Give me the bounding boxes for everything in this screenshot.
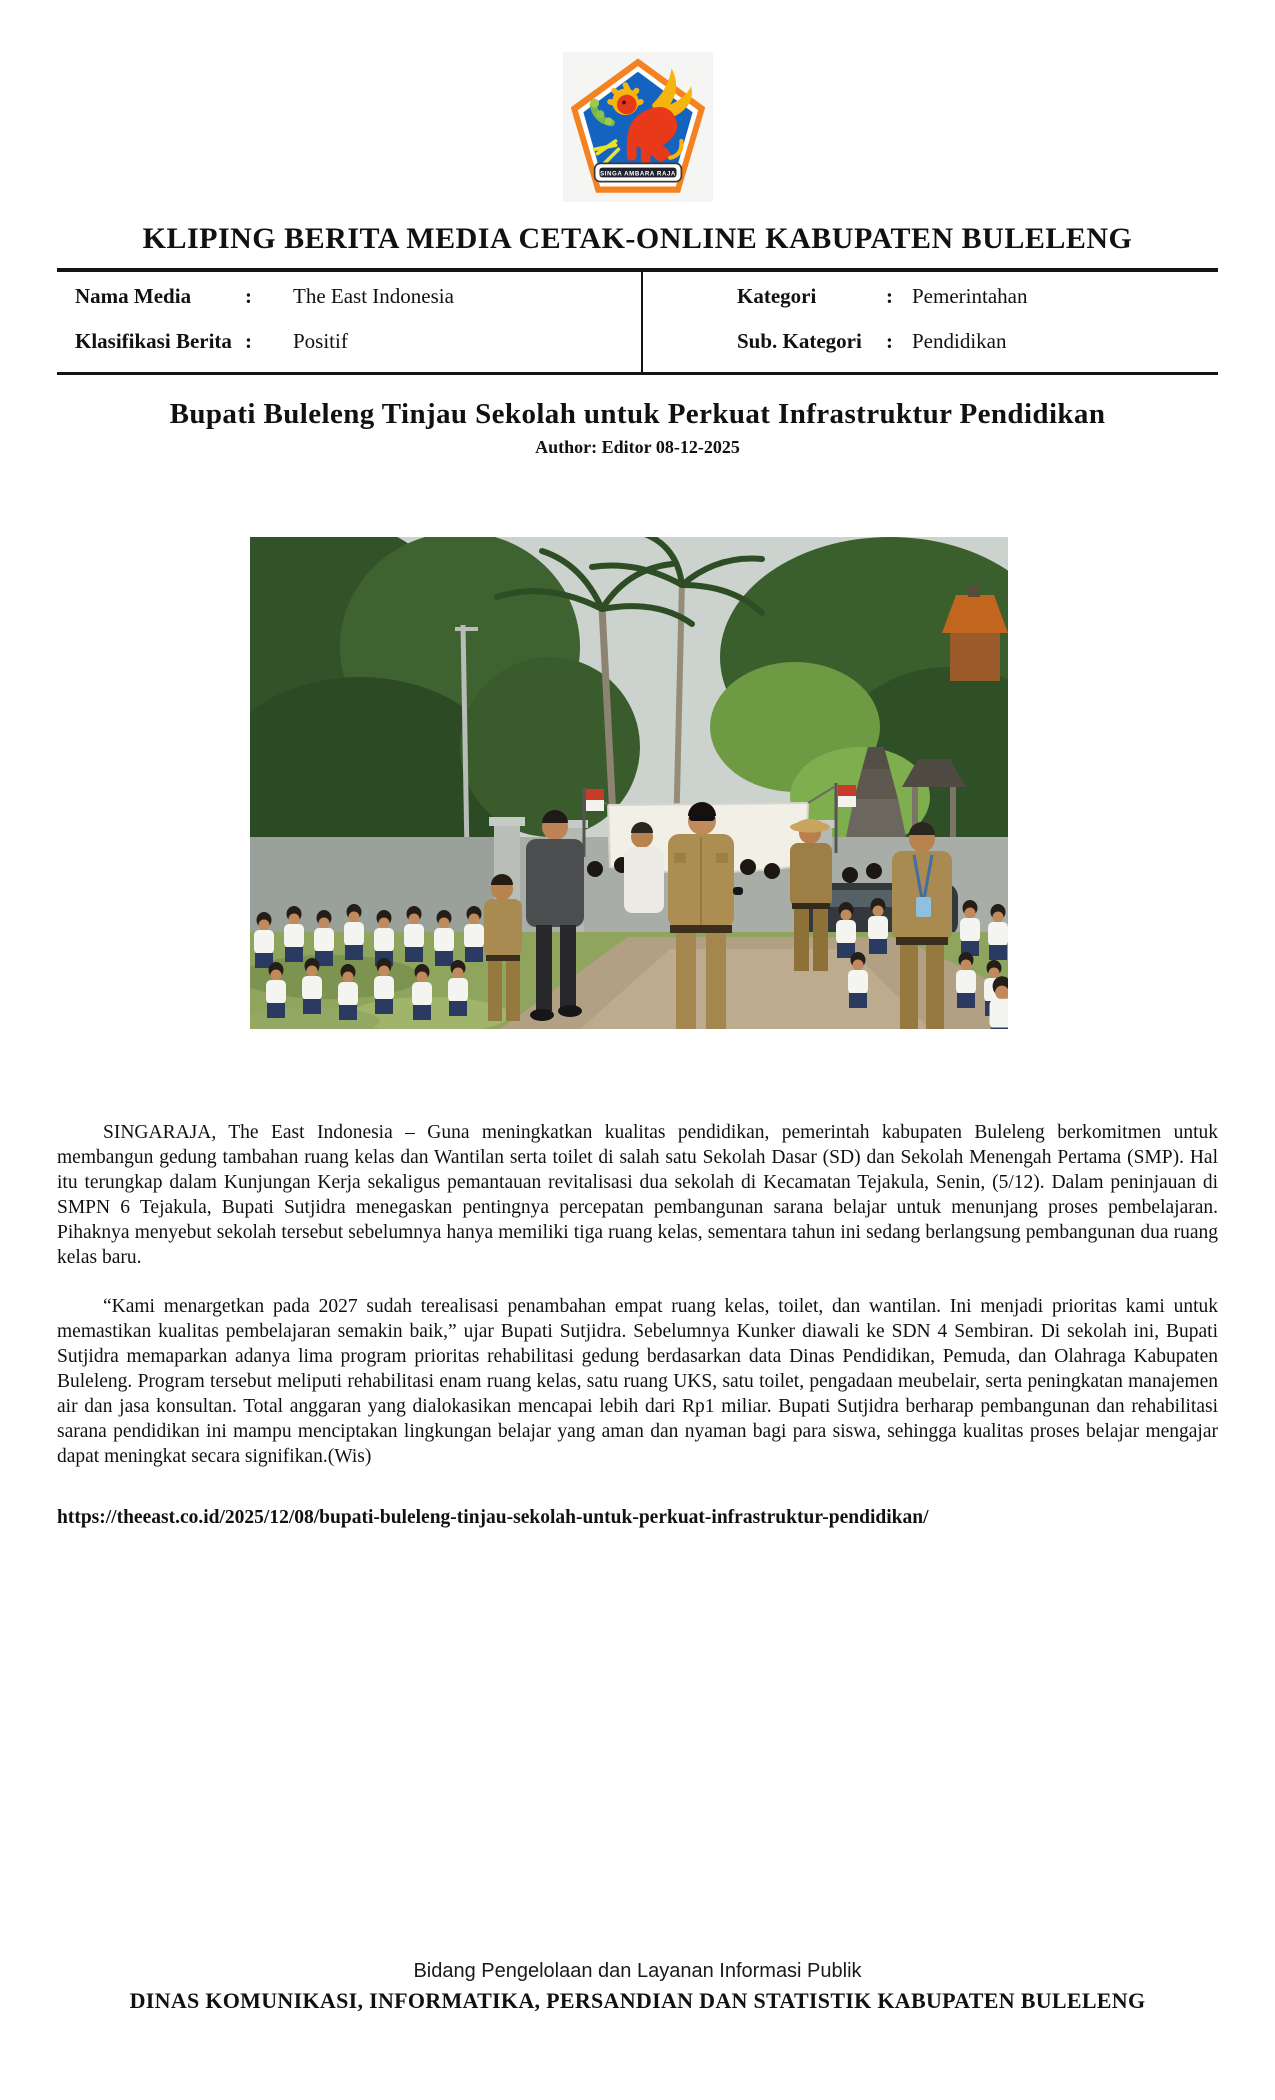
article-photo bbox=[250, 537, 1008, 1029]
kategori-value: Pemerintahan bbox=[912, 284, 1028, 308]
document-title: KLIPING BERITA MEDIA CETAK-ONLINE KABUPATEN BULELENG bbox=[142, 222, 1133, 255]
buleleng-emblem-logo bbox=[563, 52, 713, 202]
meta-row-1 bbox=[57, 284, 1218, 314]
colon: : bbox=[245, 284, 252, 308]
colon: : bbox=[886, 284, 893, 308]
emblem-banner-text: SINGA AMBARA RAJA bbox=[599, 170, 676, 178]
paragraph-1: SINGARAJA, The East Indonesia – Guna meningkatkan kualitas pendidikan, pemerintah kabupaten Buleleng berkomitmen untuk membangun gedung tambahan ruang kelas dan Wantilan serta toilet di salah satu Sekolah Dasar (SD) dan Sekolah Menengah Pertama (SMP). Hal itu terungkap dalam Kunjungan Kerja sekaligus pemantauan revitalisasi dua sekolah di Kecamatan Tejakula, Senin, (5/12). Dalam peninjauan di SMPN 6 Tejakula, Bupati Sutjidra menegaskan pentingnya percepatan pembangunan sarana belajar untuk menunjang proses pembelajaran. Pihaknya menyebut sekolah tersebut sebelumnya hanya memiliki tiga ruang kelas, sementara tahun ini sedang berlangsung pembangunan dua ruang kelas baru. bbox=[57, 1122, 1218, 1268]
meta-table bbox=[57, 268, 1218, 375]
colon: : bbox=[886, 329, 893, 353]
footer-dinas-line: DINAS KOMUNIKASI, INFORMATIKA, PERSANDIAN DAN STATISTIK KABUPATEN BULELENG bbox=[129, 1988, 1146, 2013]
klasifikasi-value: Positif bbox=[293, 329, 348, 353]
article-byline: Author: Editor 08-12-2025 bbox=[535, 437, 740, 457]
singa-ambara-raja-emblem-icon bbox=[568, 56, 708, 198]
nama-media-value: The East Indonesia bbox=[293, 284, 454, 308]
article-body bbox=[57, 1120, 1218, 1554]
source-url-link[interactable]: https://theeast.co.id/2025/12/08/bupati-buleleng-tinjau-sekolah-untuk-perkuat-infrastruktur-pendidikan/ bbox=[57, 1507, 929, 1528]
school-visit-photo-illustration bbox=[250, 537, 1008, 1029]
article-title: Bupati Buleleng Tinjau Sekolah untuk Perkuat Infrastruktur Pendidikan bbox=[169, 398, 1106, 430]
nama-media-label: Nama Media bbox=[75, 284, 192, 308]
paragraph-2: “Kami menargetkan pada 2027 sudah terealisasi penambahan empat ruang kelas, toilet, dan wantilan. Ini menjadi prioritas kami untuk memastikan kualitas pembelajaran semakin baik,” ujar Bupati Sutjidra. Sebelumnya Kunker diawali ke SDN 4 Sembiran. Di sekolah ini, Bupati Sutjidra memaparkan adanya lima program prioritas rehabilitasi gedung berdasarkan data Dinas Pendidikan, Pemuda, dan Olahraga Kabupaten Buleleng. Program tersebut meliputi rehabilitasi enam ruang kelas, satu ruang UKS, satu toilet, pengadaan meubelair, serta peningkatan manajemen air dan jasa konsultan. Total anggaran yang dialokasikan mencapai lebih dari Rp1 miliar. Bupati Sutjidra berharap pembangunan dan rehabilitasi sarana pendidikan ini mampu menciptakan lingkungan belajar yang aman dan nyaman bagi para siswa, sehingga kualitas proses belajar mengajar dapat meningkat secara signifikan.(Wis) bbox=[57, 1296, 1218, 1467]
sub-kategori-value: Pendidikan bbox=[912, 329, 1007, 353]
kategori-label: Kategori bbox=[737, 284, 817, 308]
sub-kategori-label: Sub. Kategori bbox=[737, 329, 862, 353]
footer-bidang-line: Bidang Pengelolaan dan Layanan Informasi Publik bbox=[413, 1960, 862, 1982]
klasifikasi-label: Klasifikasi Berita bbox=[75, 329, 232, 353]
colon: : bbox=[245, 329, 252, 353]
meta-row-2 bbox=[57, 329, 1218, 359]
